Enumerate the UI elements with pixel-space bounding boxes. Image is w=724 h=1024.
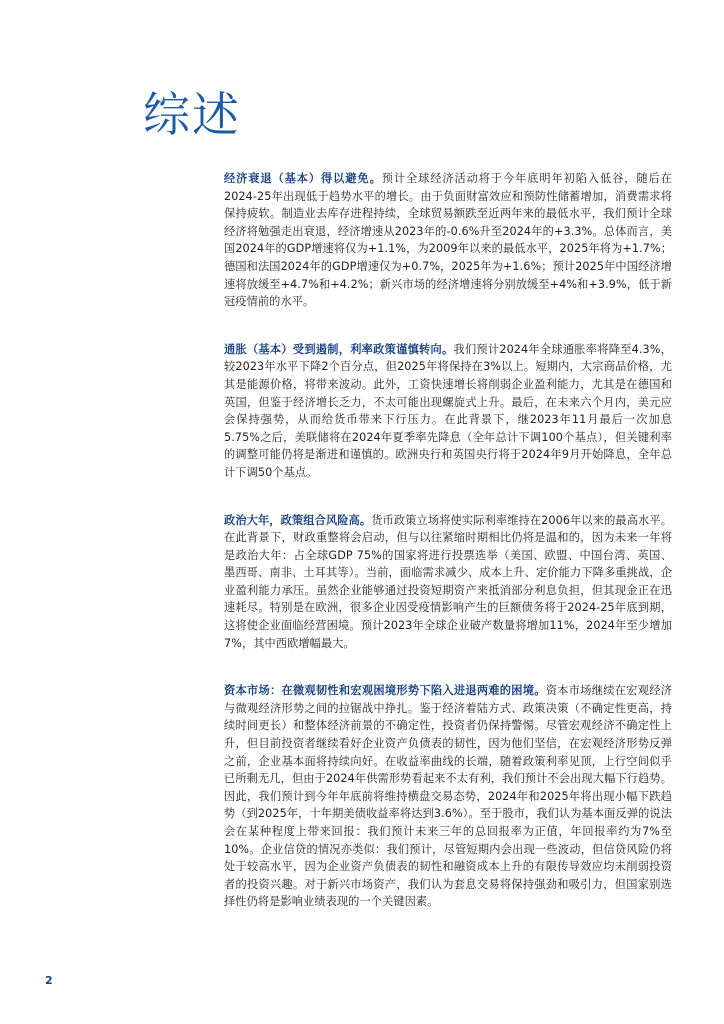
summary-sections [224,170,672,941]
section-body: 资本市场继续在宏观经济与微观经济形势之间的拉锯战中挣扎。鉴于经济着陆方式、政策决策（不确定性更高，持续时间更长）和整体经济前景的不确定性，投资者仍保持警惕。尽管宏观经济不确定性上升，但目前投资者继续看好企业资产负债表的韧性，因为他们坚信，在宏观经济形势反弹之前，企业基本面将持续向好。在收益率曲线的长端，随着政策利率见顶，上行空间似乎已所剩无几，但由于2024年供需形势看起来不太有利，我们预计不会出现大幅下行趋势。因此，我们预计到今年年底前将维持横盘交易态势，2024年和2025年将出现小幅下跌趋势（到2025年，十年期美债收益率将达到3.6%）。至于股市，我们认为基本面反弹的说法会在某种程度上带来回报：我们预计未来三年的总回报率为正值，年回报率约为7%至10%。企业信贷的情况亦类似：我们预计，尽管短期内会出现一些波动，但信贷风险仍将处于较高水平，因为企业资产负债表的韧性和融资成本上升的有限传导效应均未削弱投资者的投资兴趣。对于新兴市场资产，我们认为套息交易将保持强劲和吸引力，但国家别选择性仍将是影响业绩表现的一个关键因素。 [224,684,672,909]
section-inflation [224,341,672,482]
page-number: 2 [45,974,53,987]
section-recession [224,170,672,311]
section-lead: 资本市场：在微观韧性和宏观困境形势下陷入进退两难的困境。 [224,684,546,698]
page-title: 综述 [143,88,241,143]
section-body: 我们预计2024年全球通胀率将降至4.3%，较2023年水平下降2个百分点，但2025年将保持在3%以上。短期内，大宗商品价格，尤其是能源价格，将带来波动。此外，工资快速增长将削弱企业盈利能力，尤其是在德国和英国，但鉴于经济增长乏力，不太可能出现螺旋式上升。最后，在未来六个月内，美元应会保持强势，从而给货币带来下行压力。在此背景下，继2023年11月最后一次加息5.75%之后，美联储将在2024年夏季率先降息（全年总计下调100个基点），但关键利率的调整可能仍将是渐进和谨慎的。欧洲央行和英国央行将于2024年9月开始降息，全年总计下调50个基点。 [224,342,672,479]
section-lead: 经济衰退（基本）得以避免。 [224,172,382,185]
section-capital-markets [224,682,672,911]
section-lead: 通胀（基本）受到遏制，利率政策谨慎转向。 [224,342,454,356]
section-body: 货币政策立场将使实际利率维持在2006年以来的最高水平。在此背景下，财政重整将会启动，但与以往紧缩时期相比仍将是温和的，因为未来一年将是政治大年：占全球GDP 75%的国家将进行投票选举（美国、欧盟、中国台湾、英国、墨西哥、南非、土耳其等）。当前，面临需求减少、成本上升、定价能力下降多重挑战，企业盈利能力承压。虽然企业能够通过投资短期资产来抵消部分利息负担，但其现金正在迅速耗尽。特别是在欧洲，很多企业因受疫情影响产生的巨额债务将于2024-25年底到期，这将使企业面临经营困境。预计2023年全球企业破产数量将增加11%，2024年至少增加7%，其中西欧增幅最大。 [224,513,672,650]
section-body: 预计全球经济活动将于今年底明年初陷入低谷，随后在2024-25年出现低于趋势水平的增长。由于负面财富效应和预防性储蓄增加，消费需求将保持疲软。制造业去库存进程持续，全球贸易额跌至近两年来的最低水平，我们预计全球经济将勉强走出衰退，经济增速从2023年的-0.6%升至2024年的+3.3%。总体而言，美国2024年的GDP增速将仅为+1.1%，为2009年以来的最低水平，2025年将为+1.7%；德国和法国2024年的GDP增速仅为+0.7%，2025年为+1.6%；预计2025年中国经济增速将放缓至+4.7%和+4.2%；新兴市场的经济增速将分别放缓至+4%和+3.9%，低于新冠疫情前的水平。 [224,172,672,309]
section-politics [224,512,672,653]
section-lead: 政治大年，政策组合风险高。 [224,513,372,527]
